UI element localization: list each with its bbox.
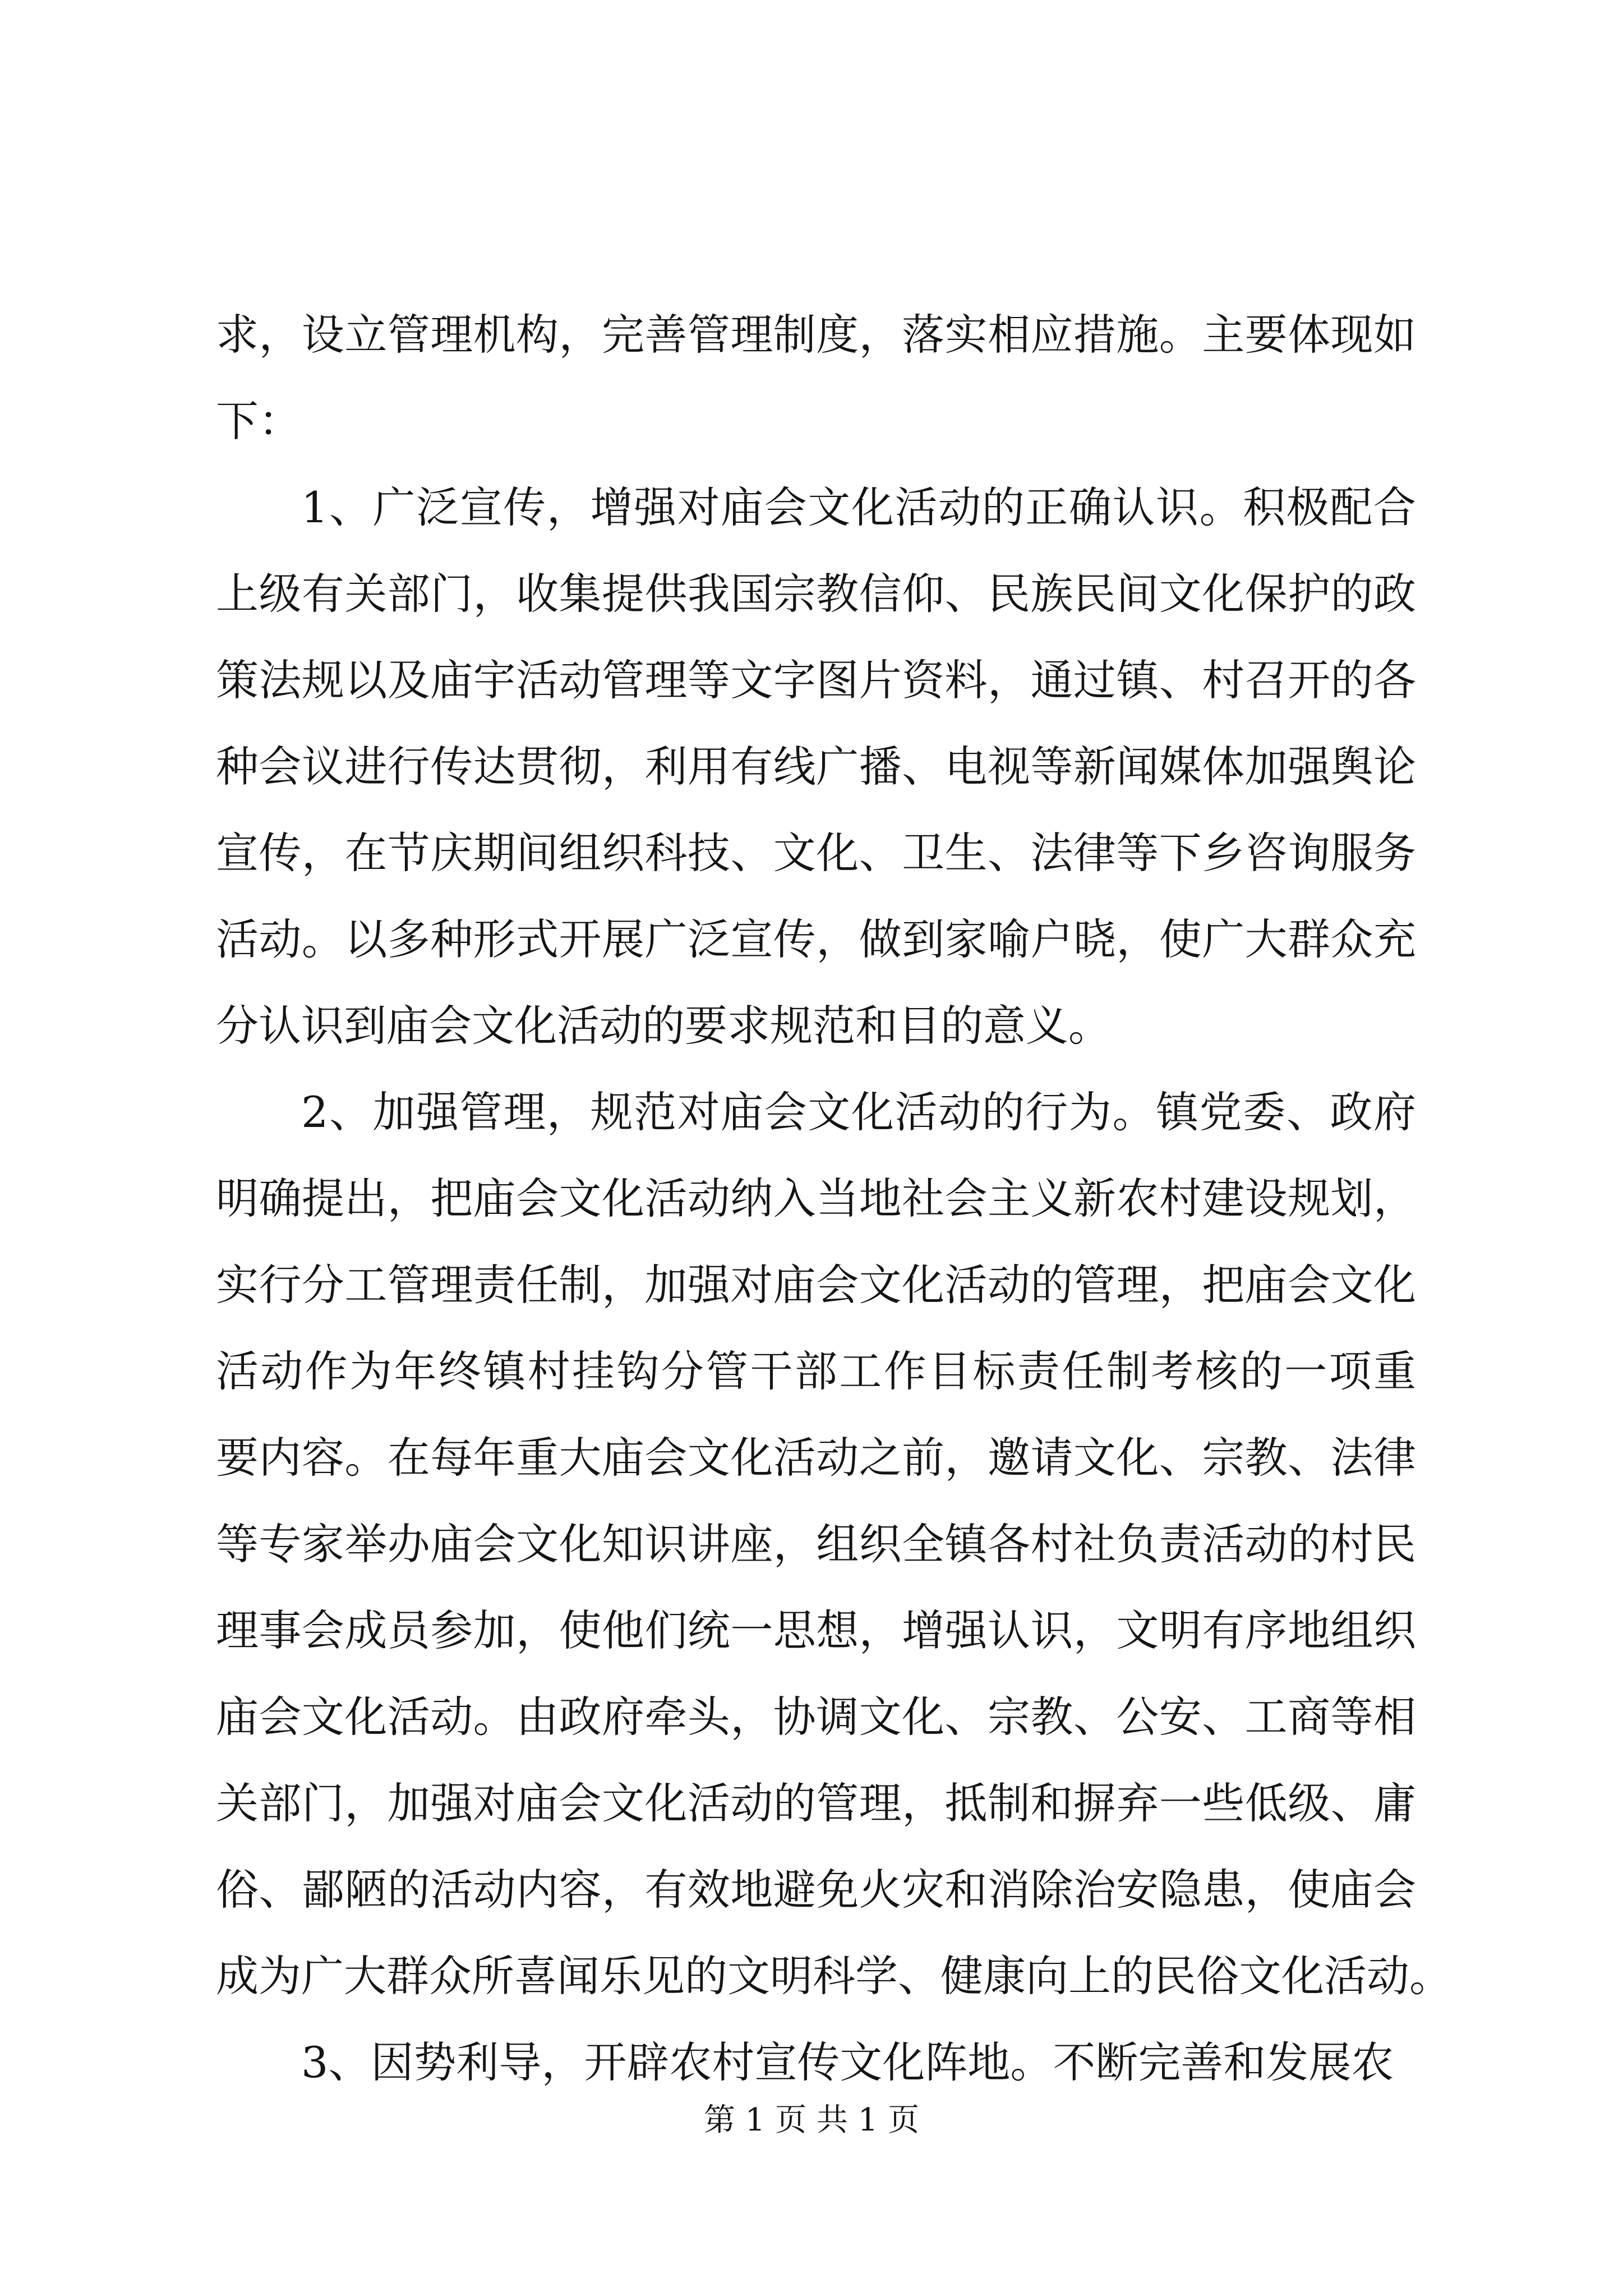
text-line: 等专家举办庙会文化知识讲座，组织全镇各村社负责活动的村民 — [216, 1519, 1416, 1569]
text-line: 策法规以及庙宇活动管理等文字图片资料，通过镇、村召开的各 — [216, 655, 1416, 705]
text-line: 要内容。在每年重大庙会文化活动之前，邀请文化、宗教、法律 — [216, 1433, 1416, 1483]
paragraph-2-start: 2、加强管理，规范对庙会文化活动的行为。镇党委、政府 — [301, 1087, 1416, 1137]
text-line: 庙会文化活动。由政府牵头，协调文化、宗教、公安、工商等相 — [216, 1692, 1416, 1742]
paragraph-3-start: 3、因势利导，开辟农村宣传文化阵地。不断完善和发展农 — [301, 2037, 1394, 2087]
text-line: 活动。以多种形式开展广泛宣传，做到家喻户晓，使广大群众充 — [216, 914, 1416, 964]
body-text — [216, 292, 1452, 2106]
text-line: 关部门，加强对庙会文化活动的管理，抵制和摒弃一些低级、庸 — [216, 1778, 1416, 1828]
text-line: 下： — [216, 396, 301, 446]
text-line: 求，设立管理机构，完善管理制度，落实相应措施。主要体现如 — [216, 310, 1416, 360]
text-line: 实行分工管理责任制，加强对庙会文化活动的管理，把庙会文化 — [216, 1260, 1416, 1310]
text-line: 理事会成员参加，使他们统一思想，增强认识，文明有序地组织 — [216, 1605, 1416, 1655]
text-line: 分认识到庙会文化活动的要求规范和目的意义。 — [216, 1001, 1111, 1051]
text-line: 宣传，在节庆期间组织科技、文化、卫生、法律等下乡咨询服务 — [216, 828, 1416, 878]
text-line: 活动作为年终镇村挂钩分管干部工作目标责任制考核的一项重 — [216, 1346, 1416, 1396]
text-line: 明确提出，把庙会文化活动纳入当地社会主义新农村建设规划， — [216, 1174, 1416, 1223]
page-number-label: 第 1 页 共 1 页 — [703, 2102, 920, 2138]
text-line: 上级有关部门，收集提供我国宗教信仰、民族民间文化保护的政 — [216, 569, 1416, 619]
text-line: 成为广大群众所喜闻乐见的文明科学、健康向上的民俗文化活动。 — [216, 1951, 1452, 2001]
paragraph-1-start: 1、广泛宣传，增强对庙会文化活动的正确认识。积极配合 — [301, 482, 1416, 532]
page-footer — [0, 2101, 1623, 2140]
text-line: 俗、鄙陋的活动内容，有效地避免火灾和消除治安隐患，使庙会 — [216, 1865, 1416, 1915]
text-line: 种会议进行传达贯彻，利用有线广播、电视等新闻媒体加强舆论 — [216, 742, 1416, 792]
